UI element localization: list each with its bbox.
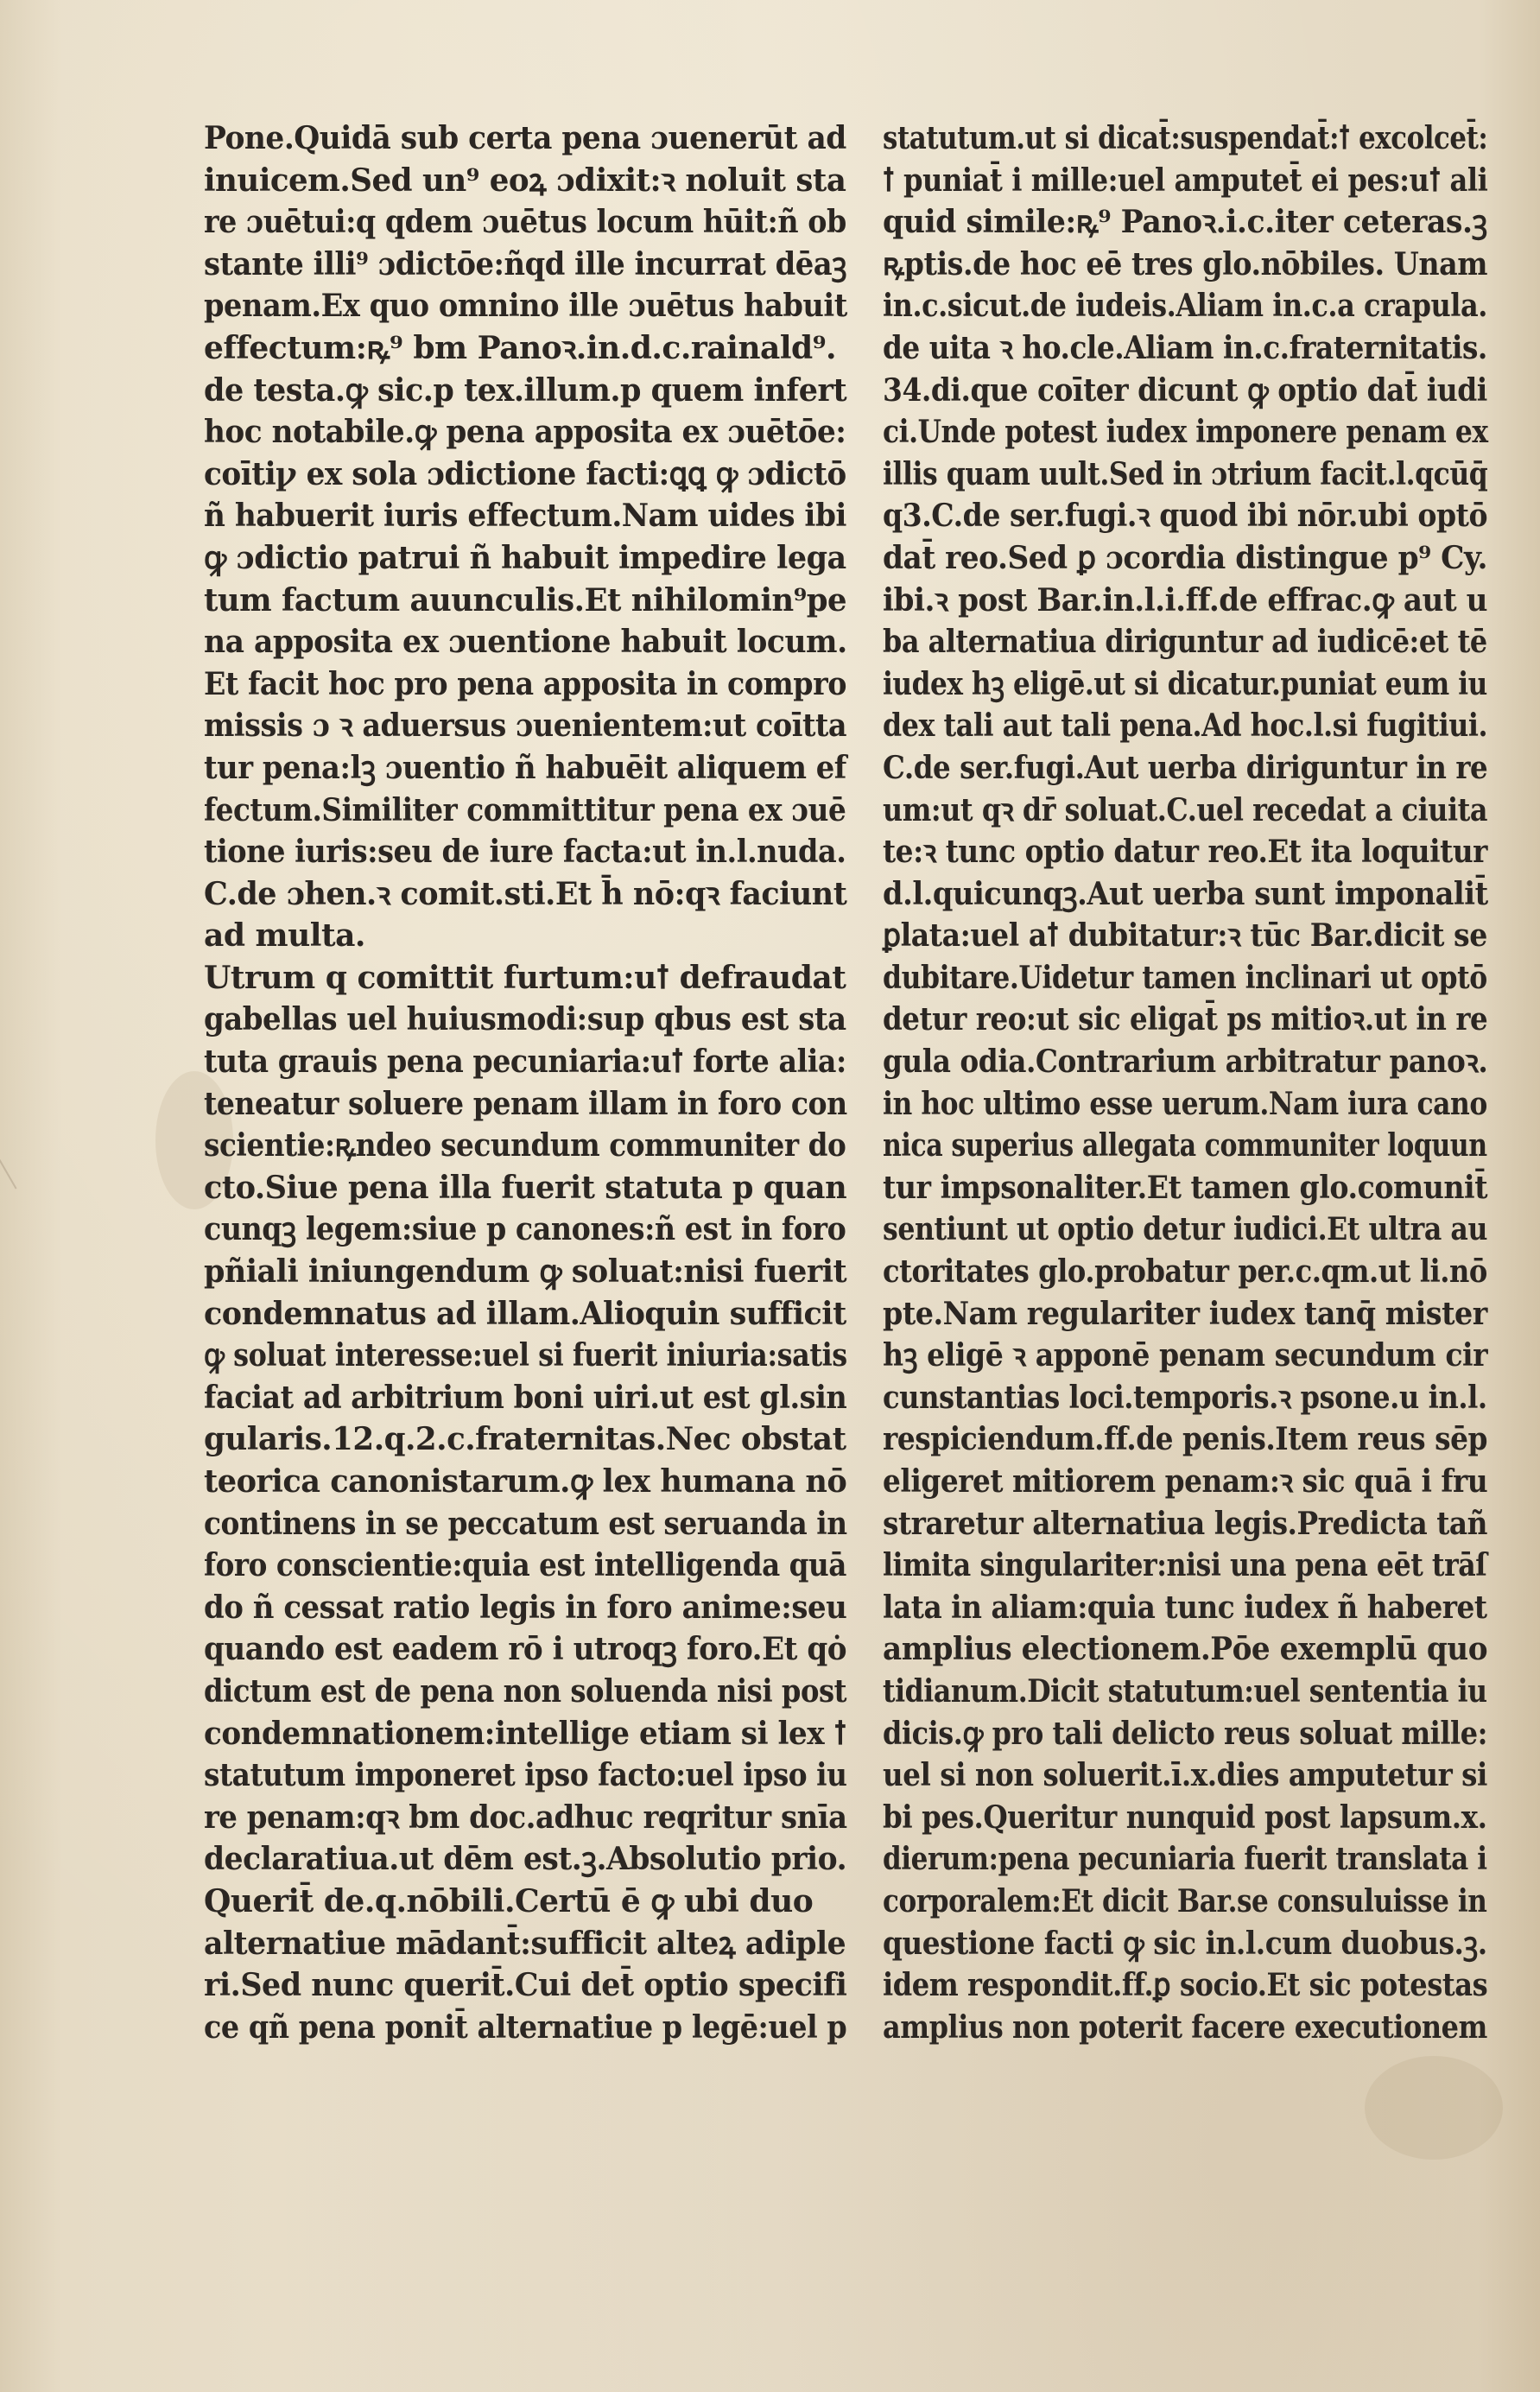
left-column-line: condemnationem:intellige etiam si lex ꝉ: [204, 1715, 846, 1752]
right-column-line: quid simile:ꝶ⁹ Panoꝛ.i.c.iter ceteras.ꝫ: [883, 204, 1487, 241]
left-column-line: tione iuris:seu de iure facta:ut in.l.nuda.: [204, 834, 846, 871]
right-column-line: nica superius allegata communiter loquun: [883, 1127, 1487, 1164]
left-column-line: teorica canonistarum.ꝙ lex humana nō: [204, 1463, 847, 1500]
right-column-line: ibi.ꝛ post Bar.in.l.i.ff.de effrac.ꝙ aut u: [883, 581, 1488, 619]
right-column-line: ꝉ puniat̄ i mille:uel amputet̄ ei pes:uꝉ ali: [883, 162, 1488, 199]
right-column-line: corporalem:Et dicit Bar.se consuluisse in: [883, 1882, 1487, 1919]
left-column-line: gularis.12.q.2.c.fraternitas.Nec obstat: [204, 1421, 846, 1458]
right-column-line: ꝑlata:uel aꝉ dubitatur:ꝛ tūc Bar.dicit se: [883, 917, 1487, 955]
left-column-line: ñ habuerit iuris effectum.Nam uides ibi: [204, 498, 846, 535]
left-column-line: declaratiua.ut dēm est.ꝫ.Absolutio prio.: [204, 1841, 847, 1878]
left-column-line: Utrum q comittit furtum:uꝉ defraudat: [204, 959, 846, 996]
left-column-line: cunqꝫ legem:siue p canones:ñ est in foro: [204, 1211, 846, 1248]
left-column-line: dictum est de pena non soluenda nisi post: [204, 1672, 847, 1710]
right-column-line: gula odia.Contrarium arbitratur panoꝛ.: [883, 1044, 1488, 1081]
right-column-line: questione facti ꝙ sic in.l.cum duobus.ꝫ.: [883, 1925, 1487, 1962]
right-column-line: bi pes.Queritur nunquid post lapsum.x.: [883, 1799, 1487, 1836]
right-column-line: dex tali aut tali pena.Ad hoc.l.si fugitiui.: [883, 707, 1488, 745]
left-column-line: Et facit hoc pro pena apposita in compro: [204, 665, 846, 702]
left-column-line: effectum:ꝶ⁹ bm Panoꝛ.in.d.c.rainald⁹.: [204, 329, 836, 366]
right-column-line: de uita ꝛ ho.cle.Aliam in.c.fraternitatis.: [883, 329, 1487, 366]
left-column-line: na apposita ex ɔuentione habuit locum.: [204, 624, 847, 661]
left-column-line: penam.Ex quo omnino ille ɔuētus habuit: [204, 288, 847, 325]
left-column-line: pñiali iniungendum ꝙ soluat:nisi fuerit: [204, 1253, 847, 1291]
right-column-line: straretur alternatiua legis.Predicta tañ: [883, 1505, 1488, 1542]
right-text-column: [883, 117, 1487, 2048]
right-column-line: dierum:pena pecuniaria fuerit translata i: [883, 1841, 1487, 1878]
paper-stain: [1365, 2056, 1503, 2160]
left-column-line: coītiꝩ ex sola ɔdictione facti:ꝗꝗ ꝙ ɔdictō: [204, 455, 846, 492]
right-column-line: ci.Unde potest iudex imponere penam ex: [883, 414, 1488, 451]
left-column-line: tum factum auunculis.Et nihilomin⁹pe: [204, 581, 847, 619]
left-column-line: quando est eadem rō i utroqꝫ foro.Et qȯ: [204, 1631, 847, 1668]
left-text-column: [204, 117, 846, 2048]
left-column-line: tuta grauis pena pecuniaria:uꝉ forte alia:: [204, 1044, 846, 1081]
right-column-line: iudex hꝫ eligē.ut si dicatur.puniat eum iu: [883, 665, 1487, 702]
right-column-line: in.c.sicut.de iudeis.Aliam in.c.a crapula.: [883, 288, 1487, 325]
left-column-line: fectum.Similiter committitur pena ex ɔuē: [204, 791, 846, 828]
left-column-line: continens in se peccatum est seruanda in: [204, 1505, 847, 1542]
right-column-line: d.l.quicunqꝫ.Aut uerba sunt imponalit̄: [883, 875, 1488, 912]
right-column-line: amplius non poterit facere executionem: [883, 2008, 1487, 2046]
right-column-line: hꝫ eligē ꝛ apponē penam secundum cir: [883, 1337, 1488, 1374]
left-column-line: C.de ɔhen.ꝛ comit.sti.Et h̄ nō:qꝛ faciunt: [204, 875, 847, 912]
left-column-line: hoc notabile.ꝙ pena apposita ex ɔuētōe:: [204, 414, 846, 451]
left-column-line: tur pena:lꝫ ɔuentio ñ habuēit aliquem ef: [204, 749, 846, 786]
right-column-line: cunstantias loci.temporis.ꝛ psone.u in.l.: [883, 1379, 1487, 1416]
left-column-line: cto.Siue pena illa fuerit statuta p quan: [204, 1169, 847, 1206]
right-column-line: um:ut qꝛ dr̄ soluat.C.uel recedat a ciuita: [883, 791, 1488, 828]
right-column-line: illis quam uult.Sed in ɔtrium facit.l.qcūq̄: [883, 455, 1488, 492]
left-column-line: condemnatus ad illam.Alioquin sufficit: [204, 1295, 846, 1332]
left-column-line: ri.Sed nunc querit̄.Cui det̄ optio specifi: [204, 1967, 847, 2004]
right-column-line: tidianum.Dicit statutum:uel sententia iu: [883, 1672, 1487, 1710]
left-column-line: ꝙ soluat interesse:uel si fuerit iniuria:satis: [204, 1337, 847, 1374]
left-column-line: stante illi⁹ ɔdictōe:ñqd ille incurrat dēaꝫ: [204, 245, 846, 282]
left-column-line: missis ɔ ꝛ aduersus ɔuenientem:ut coītta: [204, 707, 847, 745]
left-column-line: do ñ cessat ratio legis in foro anime:seu: [204, 1589, 847, 1626]
left-column-line: ꝙ ɔdictio patrui ñ habuit impedire lega: [204, 539, 846, 576]
right-column-line: statutum.ut si dicat̄:suspendat̄:ꝉ excolcet̄:: [883, 120, 1488, 156]
right-column-line: ctoritates glo.probatur per.c.qm.ut li.nō: [883, 1253, 1487, 1291]
left-column-line: gabellas uel huiusmodi:sup qbus est sta: [204, 1001, 846, 1038]
right-column-line: amplius electionem.Pōe exemplū quo: [883, 1631, 1488, 1668]
right-column-line: detur reo:ut sic eligat̄ ps mitioꝛ.ut in re: [883, 1001, 1488, 1038]
left-column-line: foro conscientie:quia est intelligenda quā: [204, 1547, 846, 1584]
right-column-line: dicis.ꝙ pro tali delicto reus soluat mille:: [883, 1715, 1487, 1752]
left-column-line: scientie:ꝶndeo secundum communiter do: [204, 1127, 846, 1164]
left-column-line: ce qñ pena ponit̄ alternatiue p legē:uel p: [204, 2008, 847, 2046]
left-column-line: de testa.ꝙ sic.p tex.illum.p quem infert: [204, 371, 847, 409]
right-column-line: ba alternatiua diriguntur ad iudicē:et tē: [883, 624, 1487, 661]
right-column-line: respiciendum.ff.de penis.Item reus sēp: [883, 1421, 1488, 1458]
left-column-line: re penam:qꝛ bm doc.adhuc reqritur snīa: [204, 1799, 847, 1836]
right-column-line: pte.Nam regulariter iudex tanq̄ mister: [883, 1295, 1487, 1332]
right-column-line: sentiunt ut optio detur iudici.Et ultra au: [883, 1211, 1487, 1248]
right-column-line: limita singulariter:nisi una pena eēt trāſ: [883, 1547, 1487, 1584]
right-column-line: 34.di.que coīter dicunt ꝙ optio dat̄ iudi: [883, 371, 1487, 409]
left-column-line: statutum imponeret ipso facto:uel ipso iu: [204, 1757, 847, 1794]
right-column-line: q3.C.de ser.fugi.ꝛ quod ibi nōr.ubi optō: [883, 498, 1488, 535]
right-column-line: uel si non soluerit.ī.x.dies amputetur si: [883, 1757, 1487, 1794]
right-column-line: ꝶptis.de hoc eē tres glo.nōbiles. Unam: [883, 245, 1488, 282]
right-column-line: idem respondit.ff.ꝑ socio.Et sic potestas: [883, 1967, 1488, 2004]
left-column-line: re ɔuētui:q qdem ɔuētus locum hūit:ñ ob: [204, 204, 846, 241]
right-column-line: dubitare.Uidetur tamen inclinari ut optō: [883, 959, 1487, 996]
left-column-line: faciat ad arbitrium boni uiri.ut est gl.sin: [204, 1379, 847, 1416]
right-column-line: C.de ser.fugi.Aut uerba diriguntur in re: [883, 749, 1488, 786]
left-column-line: alternatiue mādant̄:sufficit alteꝝ adiple: [204, 1925, 846, 1962]
right-column-line: tur impsonaliter.Et tamen glo.comunit̄: [883, 1169, 1488, 1206]
left-column-line: Pone.Quidā sub certa pena ɔuenerūt ad: [204, 120, 846, 156]
right-column-line: te:ꝛ tunc optio datur reo.Et ita loquitur: [883, 834, 1487, 871]
left-column-line: ad multa.: [204, 917, 365, 955]
right-column-line: eligeret mitiorem penam:ꝛ sic quā i fru: [883, 1463, 1488, 1500]
right-column-line: dat̄ reo.Sed ꝑ ɔcordia distingue p⁹ Cy.: [883, 539, 1488, 576]
left-column-line: teneatur soluere penam illam in foro con: [204, 1085, 847, 1122]
left-column-line: Querit̄ de.q.nōbili.Certū ē ꝙ ubi duo: [204, 1882, 814, 1919]
right-column-line: in hoc ultimo esse uerum.Nam iura cano: [883, 1085, 1487, 1122]
right-column-line: lata in aliam:quia tunc iudex ñ haberet: [883, 1589, 1487, 1626]
left-column-line: inuicem.Sed un⁹ eoꝝ ɔdixit:ꝛ noluit sta: [204, 162, 846, 199]
page-crease: [0, 1126, 47, 1190]
